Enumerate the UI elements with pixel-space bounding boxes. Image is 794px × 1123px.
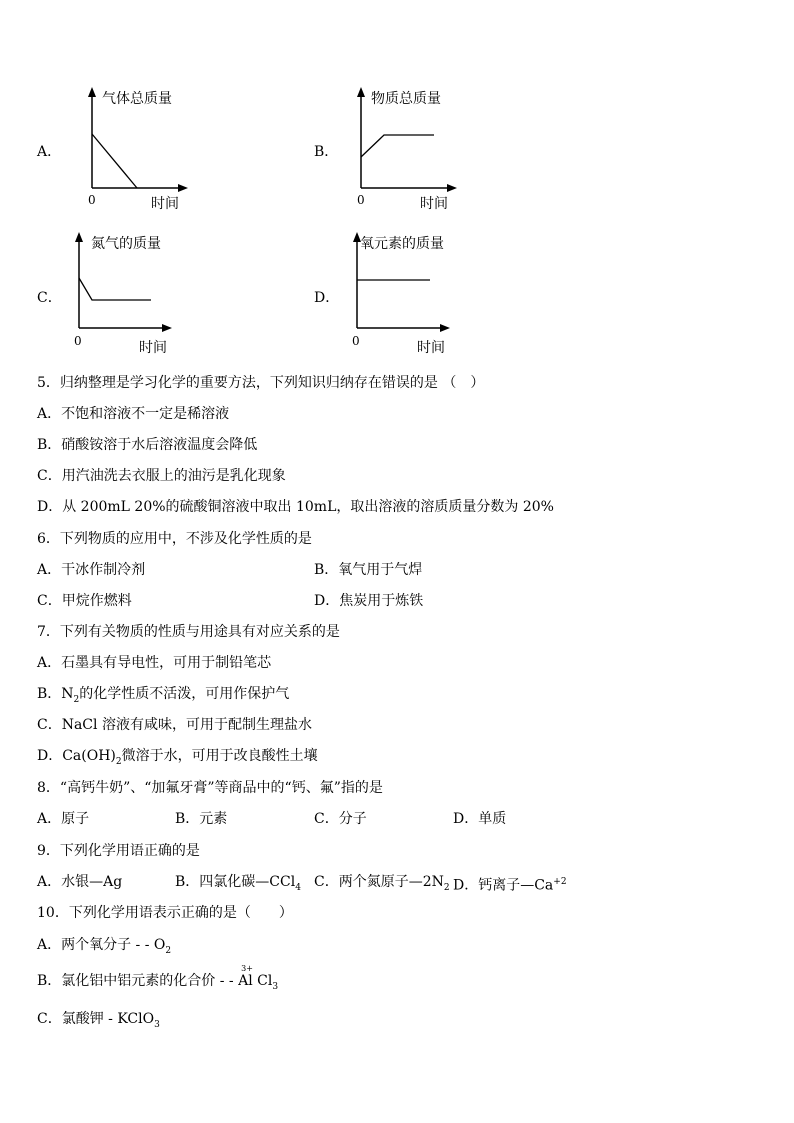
- option-a: A．干冰作制冷剂: [37, 562, 146, 578]
- subscript: 3: [154, 1019, 160, 1030]
- question-stem: 5．归纳整理是学习化学的重要方法，下列知识归纳存在错误的是 （ ）: [37, 375, 485, 391]
- option-a-text: A．两个氧分子 - - O: [37, 937, 166, 953]
- origin-label: 0: [357, 193, 365, 207]
- option-c-text: C．氯酸钾 - KClO: [37, 1011, 155, 1027]
- valence-notation: [238, 964, 253, 990]
- option-d: D．单质: [453, 811, 507, 827]
- option-a: A．石墨具有导电性，可用于制铅笔芯: [37, 655, 272, 671]
- subscript: 2: [73, 694, 80, 705]
- subscript: 2: [443, 882, 450, 893]
- option-c: [314, 873, 450, 897]
- subscript: 3: [272, 981, 279, 992]
- question-stem: 6．下列物质的应用中，不涉及化学性质的是: [37, 531, 312, 547]
- option-b-rest: 的化学性质不活泼，可用作保护气: [79, 686, 290, 702]
- y-axis-label: 氮气的质量: [91, 236, 161, 252]
- option-c: [37, 1010, 160, 1034]
- option-letter: C．: [37, 290, 62, 306]
- option-d: [37, 747, 318, 771]
- option-letter: D．: [314, 290, 340, 306]
- question-stem: 7．下列有关物质的性质与用途具有对应关系的是: [37, 624, 340, 640]
- element-symbol: Al: [238, 973, 253, 989]
- option-b: [37, 685, 289, 709]
- origin-label: 0: [352, 334, 360, 348]
- option-letter: B．: [314, 144, 339, 160]
- option-c: C．NaCl 溶液有咸味，可用于配制生理盐水: [37, 717, 312, 733]
- x-axis-label: 时间: [151, 196, 179, 212]
- option-c-text: C．两个氮原子—2N: [314, 874, 444, 890]
- option-a: A．原子: [37, 811, 90, 827]
- superscript: +2: [553, 877, 567, 887]
- option-d-rest: 微溶于水，可用于改良酸性土壤: [121, 748, 318, 764]
- option-d-text: D．钙离子—Ca: [453, 877, 554, 894]
- option-a: A．不饱和溶液不一定是稀溶液: [37, 406, 230, 422]
- option-d: D．焦炭用于炼铁: [314, 593, 424, 609]
- origin-label: 0: [74, 334, 82, 348]
- option-b: B．氧气用于气焊: [314, 562, 423, 578]
- question-stem: 10．下列化学用语表示正确的是（ ）: [37, 905, 293, 921]
- subscript: 4: [295, 882, 301, 893]
- y-axis-label: 气体总质量: [102, 91, 172, 107]
- y-axis-label: 氧元素的质量: [360, 236, 444, 252]
- option-b: B．硝酸铵溶于水后溶液温度会降低: [37, 437, 258, 453]
- option-b: [175, 873, 301, 897]
- option-d: D．从 200mL 20%的硫酸铜溶液中取出 10mL，取出溶液的溶质质量分数为 20%: [37, 499, 554, 515]
- x-axis-label: 时间: [139, 340, 167, 356]
- subscript: 2: [115, 756, 122, 767]
- question-stem: 8．“高钙牛奶”、“加氟牙膏”等商品中的“钙、氟”指的是: [37, 780, 383, 796]
- option-b-text: B．N: [37, 686, 74, 702]
- option-c: C．分子: [314, 811, 367, 827]
- option-a: [37, 936, 171, 960]
- option-b-text: B．四氯化碳—CCl: [175, 874, 296, 890]
- option-c: C．甲烷作燃料: [37, 593, 132, 609]
- y-axis-label: 物质总质量: [371, 91, 441, 107]
- option-b: B．元素: [175, 811, 228, 827]
- option-d-text: D．Ca(OH): [37, 748, 116, 764]
- option-a: A．水银—Ag: [37, 874, 123, 890]
- x-axis-label: 时间: [420, 196, 448, 212]
- origin-label: 0: [88, 193, 96, 207]
- option-b-text: B．氯化铝中铝元素的化合价 - -: [37, 973, 239, 989]
- option-d: [453, 873, 567, 895]
- valence-superscript: 3+: [241, 964, 253, 973]
- question-stem: 9．下列化学用语正确的是: [37, 843, 200, 859]
- option-b: [37, 964, 279, 996]
- option-letter: A．: [37, 144, 62, 160]
- x-axis-label: 时间: [417, 340, 445, 356]
- subscript: 2: [165, 945, 172, 956]
- chlorine-symbol: Cl: [252, 973, 273, 989]
- option-c: C．用汽油洗去衣服上的油污是乳化现象: [37, 468, 286, 484]
